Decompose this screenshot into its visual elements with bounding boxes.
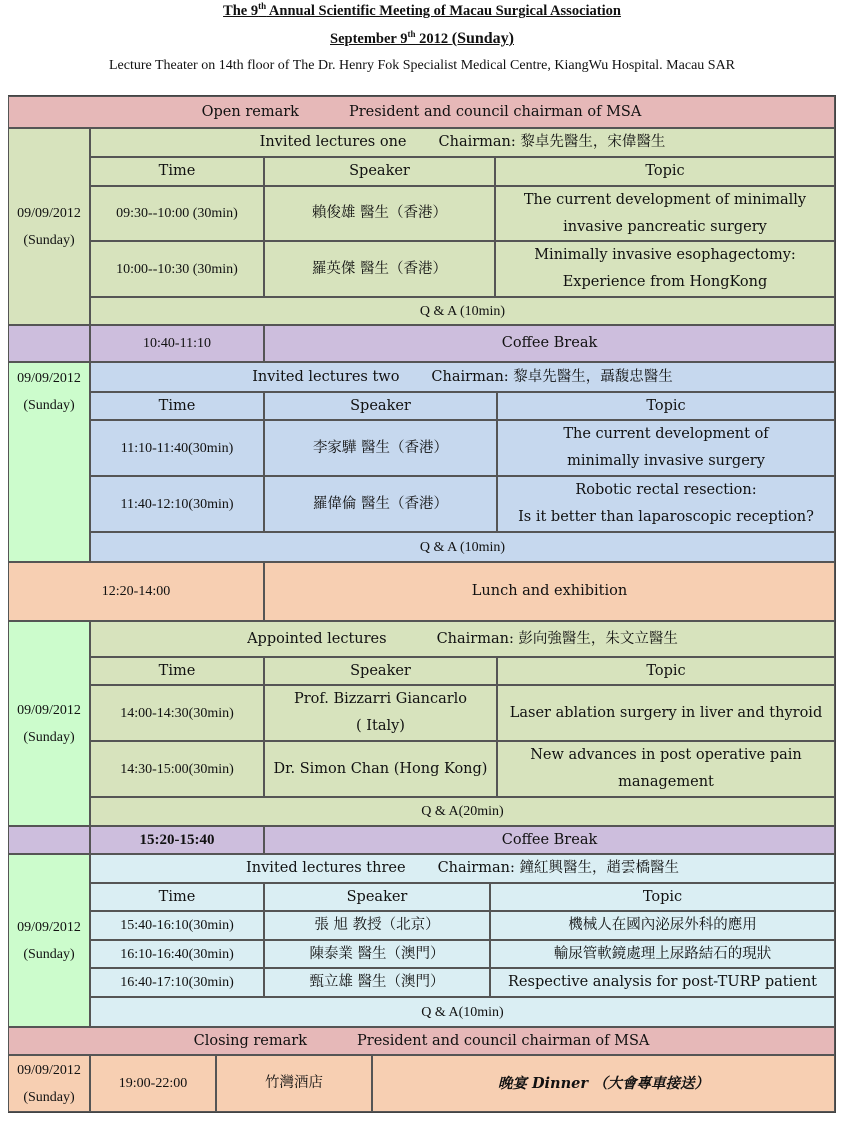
session1-row2-speaker: 羅英傑 醫生（香港） — [264, 241, 495, 297]
session4-row3-time: 16:40-17:10(30min) — [90, 968, 264, 997]
session2-date-cell — [8, 362, 90, 562]
session4-row2-topic: 輸尿管軟鏡處理上尿路結石的現狀 — [490, 940, 835, 968]
session3-qa: Q & A(20min) — [90, 797, 835, 826]
session4-date: 09/09/2012 — [17, 919, 81, 935]
session2-row1-time: 11:10-11:40(30min) — [90, 420, 264, 476]
session3-header-speaker: Speaker — [264, 657, 497, 685]
session1-row1-time: 09:30--10:00 (30min) — [90, 186, 264, 241]
break2-time: 15:20-15:40 — [90, 826, 264, 854]
session1-chairman: Chairman: 黎卓先醫生，宋偉醫生 — [438, 134, 666, 150]
break2-label: Coffee Break — [264, 826, 835, 854]
session2-date: 09/09/2012 — [17, 371, 81, 386]
session1-day: (Sunday) — [23, 232, 75, 248]
session2-title: Invited lectures two — [252, 368, 400, 385]
open-remark-text: President and council chairman of MSA — [348, 103, 642, 120]
session1-row2-time: 10:00--10:30 (30min) — [90, 241, 264, 297]
session4-header-speaker: Speaker — [264, 883, 490, 911]
session2-title-row — [90, 362, 835, 392]
closing-remark-label: Closing remark — [193, 1032, 308, 1049]
closing-remark-text: President and council chairman of MSA — [357, 1032, 650, 1049]
dinner-date-cell — [8, 1055, 90, 1112]
topic-line: The current development of minimally — [523, 191, 807, 208]
session3-title: Appointed lectures — [247, 630, 387, 647]
venue-line: Lecture Theater on 14th floor of The Dr. Henry Fok Specialist Medical Centre, KiangWu Hospital. Macau SAR — [108, 58, 736, 73]
break1-time: 10:40-11:10 — [90, 325, 264, 362]
session4-row2-speaker: 陳泰業 醫生（澳門） — [264, 940, 490, 968]
session4-title: Invited lectures three — [246, 860, 406, 876]
session1-header-time: Time — [90, 157, 264, 186]
session4-row2-time: 16:10-16:40(30min) — [90, 940, 264, 968]
session3-date: 09/09/2012 — [17, 702, 81, 718]
session2-row2-topic — [497, 476, 835, 532]
session1-date-cell — [8, 128, 90, 325]
speaker-line: Prof. Bizzarri Giancarlo — [293, 691, 468, 707]
session1-row1-speaker: 賴俊雄 醫生（香港） — [264, 186, 495, 241]
meeting-date: September 9th 2012 (Sunday) — [330, 29, 514, 47]
dinner-label: 晚宴 Dinner （大會專車接送） — [372, 1055, 835, 1112]
session3-row1-topic: Laser ablation surgery in liver and thyroid — [497, 685, 835, 741]
session4-row1-speaker: 張 旭 教授（北京） — [264, 911, 490, 940]
session2-day: (Sunday) — [23, 398, 75, 413]
session2-row1-topic — [497, 420, 835, 476]
session4-date-cell — [8, 854, 90, 1027]
session1-title: Invited lectures one — [259, 134, 407, 150]
topic-line: The current development of — [563, 426, 769, 442]
session3-header-topic: Topic — [497, 657, 835, 685]
dinner-venue: 竹灣酒店 — [216, 1055, 372, 1112]
session2-header-topic: Topic — [497, 392, 835, 420]
session4-header-topic: Topic — [490, 883, 835, 911]
break1-empty-cell — [8, 325, 90, 362]
open-remark-label: Open remark — [201, 103, 299, 120]
dinner-day: (Sunday) — [23, 1089, 75, 1105]
closing-remark-row — [8, 1027, 835, 1055]
session3-header-time: Time — [90, 657, 264, 685]
session2-header-speaker: Speaker — [264, 392, 497, 420]
session4-row1-time: 15:40-16:10(30min) — [90, 911, 264, 940]
session3-chairman: Chairman: 彭向強醫生，朱文立醫生 — [436, 630, 678, 647]
session4-chairman: Chairman: 鐘紅興醫生，趙雲橋醫生 — [437, 860, 679, 876]
topic-line: invasive pancreatic surgery — [563, 218, 767, 235]
session2-qa: Q & A (10min) — [90, 532, 835, 562]
session1-qa: Q & A (10min) — [90, 297, 835, 325]
session3-date-cell — [8, 621, 90, 826]
session3-day: (Sunday) — [23, 729, 75, 745]
break1-label: Coffee Break — [264, 325, 835, 362]
session4-header-time: Time — [90, 883, 264, 911]
topic-line: Is it better than laparoscopic reception? — [518, 509, 814, 525]
session2-header-time: Time — [90, 392, 264, 420]
open-remark-row — [8, 96, 835, 128]
session2-row2-speaker: 羅偉倫 醫生（香港） — [264, 476, 497, 532]
topic-line: Experience from HongKong — [562, 274, 768, 290]
session3-row2-speaker: Dr. Simon Chan (Hong Kong) — [264, 741, 497, 797]
session1-header-topic: Topic — [495, 157, 835, 186]
session4-row3-topic: Respective analysis for post-TURP patient — [490, 968, 835, 997]
session3-row1-time: 14:00-14:30(30min) — [90, 685, 264, 741]
speaker-line: ( Italy) — [356, 718, 405, 734]
session2-chairman: Chairman: 黎卓先醫生，聶馥忠醫生 — [431, 368, 673, 385]
lunch-label: Lunch and exhibition — [264, 562, 835, 621]
session4-row3-speaker: 甄立雄 醫生（澳門） — [264, 968, 490, 997]
lunch-time: 12:20-14:00 — [8, 562, 264, 621]
session2-row2-time: 11:40-12:10(30min) — [90, 476, 264, 532]
topic-line: Robotic rectal resection: — [575, 482, 757, 498]
session1-date: 09/09/2012 — [17, 205, 81, 221]
session3-title-row — [90, 621, 835, 657]
topic-line: minimally invasive surgery — [567, 453, 765, 469]
topic-line: Minimally invasive esophagectomy: — [534, 247, 796, 263]
session1-header-speaker: Speaker — [264, 157, 495, 186]
document-title: The 9th Annual Scientific Meeting of Macau Surgical Association — [223, 1, 621, 19]
session4-day: (Sunday) — [23, 946, 75, 962]
session1-title-row — [90, 128, 835, 157]
topic-line: management — [618, 774, 714, 790]
session3-row1-speaker — [264, 685, 497, 741]
dinner-date: 09/09/2012 — [17, 1062, 81, 1078]
session3-row2-time: 14:30-15:00(30min) — [90, 741, 264, 797]
topic-line: New advances in post operative pain — [530, 747, 802, 763]
session3-row2-topic — [497, 741, 835, 797]
session4-title-row — [90, 854, 835, 883]
session2-row1-speaker: 李家驊 醫生（香港） — [264, 420, 497, 476]
session4-qa: Q & A(10min) — [90, 997, 835, 1027]
session1-row2-topic — [495, 241, 835, 297]
session1-row1-topic — [495, 186, 835, 241]
dinner-time: 19:00-22:00 — [90, 1055, 216, 1112]
session4-row1-topic: 機械人在國內泌尿外科的應用 — [490, 911, 835, 940]
break2-empty-cell — [8, 826, 90, 854]
